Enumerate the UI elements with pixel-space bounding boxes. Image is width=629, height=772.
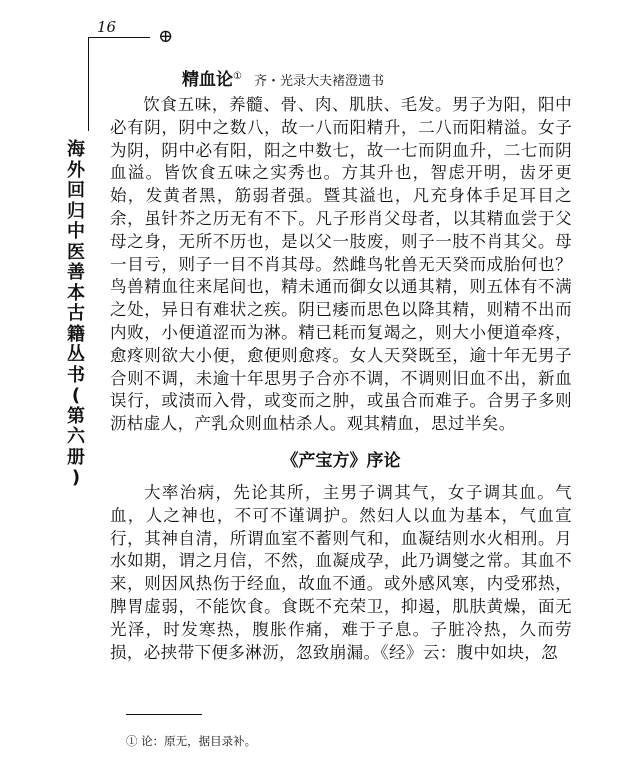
side-title-char: 六 — [67, 426, 85, 447]
section-1-heading — [110, 60, 572, 94]
section-2-title: 《产宝方》序论 — [281, 450, 401, 471]
section-1-title: 精血论 — [182, 70, 233, 91]
side-title-char: 医 — [67, 241, 85, 263]
side-title-char: 第 — [67, 405, 85, 427]
side-title-char: 册 — [67, 446, 85, 468]
footnote: ① 论：原无，据目录补。 — [126, 734, 257, 748]
footnote-rule — [126, 714, 202, 715]
side-title-char: 书 — [67, 364, 85, 386]
side-title-char: 本 — [67, 282, 85, 304]
header-rule-horizontal — [88, 37, 150, 38]
side-title-char: ( — [71, 385, 81, 406]
side-series-title — [63, 140, 89, 489]
side-title-char: 归 — [67, 200, 85, 222]
header-rule-vertical — [88, 37, 89, 131]
side-title-char: 善 — [67, 262, 85, 283]
side-title-char: 古 — [67, 303, 85, 324]
header-ornament-icon: ⊕ — [158, 26, 174, 47]
section-1-attribution: 齐・光录大夫褚澄遗书 — [253, 74, 384, 90]
section-1-text: 饮食五味，养髓、骨、肉、肌肤、毛发。男子为阳，阳中必有阴，阴中之数八，故一八而阳精升，二八而阳精溢。女子为阴，阴中必有阳，阳之中数七，故一七而阴血升，二七而阴血溢。皆饮食五味之实秀也。方其升也，智虑开明，齿牙更始，发黄者黑，筋弱者强。暨其溢也，凡充身体手足耳目之余，虽针芥之历无有不下。凡子形肖父母者，以其精血尝于父母之身，无所不历也，是以父一肢废，则子一肢不肖其父。母一目亏，则子一目不肖其母。然雌鸟牝兽无天癸而成胎何也？鸟兽精血往来尾间也，精未通而御女以通其精，则五体有不满之处，异日有难状之疾。阴已痿而思色以降其精，则精不出而内败，小便道涩而为淋。精已耗而复竭之，则大小便道牵疼，愈疼则欲大小便，愈便则愈疼。女人天癸既至，逾十年无男子合则不调，未逾十年思男子合亦不调，不调则旧血不出，新血误行，或渍而入骨，或变而之肿，或虽合而难子。合男子多则沥枯虚人，产乳众则血枯杀人。观其精血，思过半矣。 — [110, 95, 572, 434]
section-2-body — [110, 482, 572, 664]
side-title-char: 外 — [67, 159, 85, 181]
page-content — [110, 60, 572, 664]
side-title-char: 回 — [67, 180, 85, 201]
side-title-char: 中 — [67, 221, 85, 242]
section-1-footnote-mark: ① — [233, 71, 242, 82]
side-title-char: ) — [71, 467, 81, 488]
section-2-text: 大率治病，先论其所，主男子调其气，女子调其血。气血，人之神也，不可不谨调护。然妇人以血为基本，气血宣行，其神自清，所谓血室不蓄则气和，血凝结则水火相刑。月水如期，谓之月信，不然，血凝成孕，此乃调燮之常。其血不来，则因风热伤于经血，故血不通。或外感风寒，内受邪热，脾胃虚弱，不能饮食。食既不充荣卫，抑遏，肌肤黄燥，面无光泽，时发寒热，腹胀作痛，难于子息。子脏冷热，久而劳损，必挟带下便多淋沥，忽致崩漏。《经》云：腹中如块，忽 — [110, 482, 572, 662]
side-title-char: 籍 — [67, 323, 85, 345]
side-title-char: 海 — [67, 139, 85, 160]
side-title-char: 丛 — [67, 344, 85, 365]
section-1-body — [110, 94, 572, 436]
page-number: 16 — [97, 18, 117, 36]
